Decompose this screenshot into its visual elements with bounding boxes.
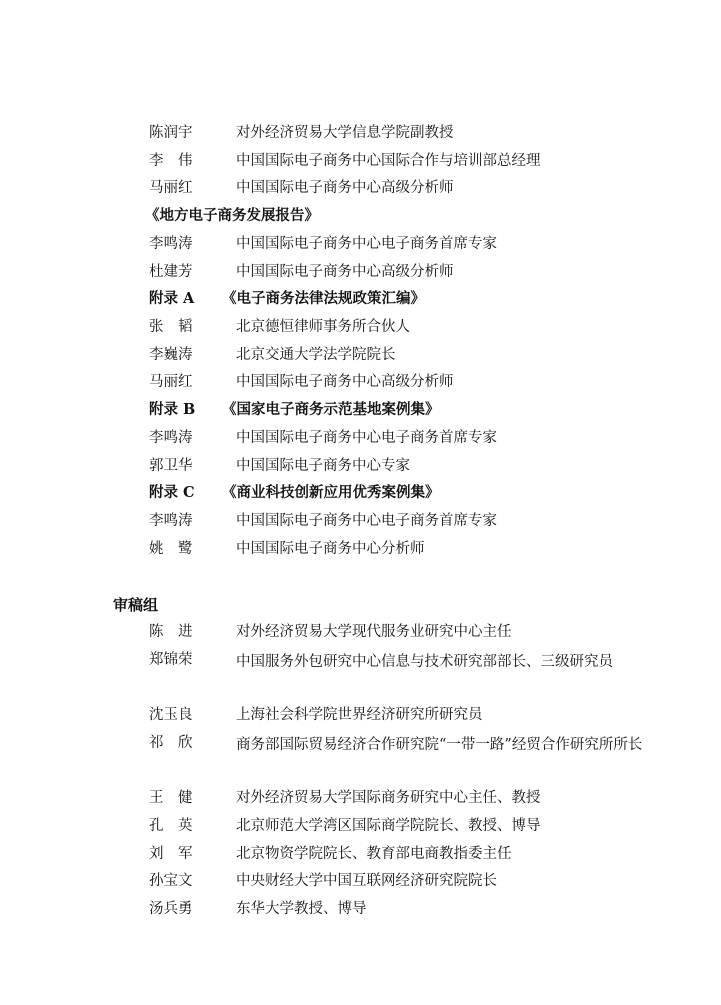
member-name: 杜建芳 bbox=[149, 264, 193, 280]
reviewer-name: 孙宝文 bbox=[149, 873, 193, 889]
appendix-label: 附录 B bbox=[149, 401, 196, 418]
member-title: 中国国际电子商务中心高级分析师 bbox=[236, 374, 454, 390]
member-name: 姚 鹭 bbox=[149, 541, 193, 557]
reviewer-name: 祁 欣 bbox=[149, 735, 193, 751]
member-name: 陈润宇 bbox=[149, 125, 193, 141]
member-title: 北京交通大学法学院院长 bbox=[236, 347, 396, 363]
reviewer-title: 东华大学教授、博导 bbox=[236, 901, 367, 917]
reviewer-title: 上海社会科学院世界经济研究所研究员 bbox=[236, 707, 483, 723]
member-title: 中国国际电子商务中心国际合作与培训部总经理 bbox=[236, 153, 541, 169]
appendix-b-heading bbox=[149, 400, 440, 420]
member-name: 马丽红 bbox=[149, 374, 193, 390]
member-title: 北京德恒律师事务所合伙人 bbox=[236, 319, 410, 335]
member-name: 张 韬 bbox=[149, 319, 193, 335]
reviewer-name: 刘 军 bbox=[149, 846, 193, 862]
reviewer-title: 商务部国际贸易经济合作研究院“一带一路”经贸合作研究所所长 bbox=[236, 737, 643, 753]
report-title: 《地方电子商务发展报告》 bbox=[145, 207, 319, 224]
appendix-title: 《国家电子商务示范基地案例集》 bbox=[222, 401, 440, 418]
reviewer-name: 孔 英 bbox=[149, 818, 193, 834]
reviewer-title: 对外经济贸易大学现代服务业研究中心主任 bbox=[236, 624, 512, 640]
member-name: 郭卫华 bbox=[149, 458, 193, 474]
reviewer-name: 沈玉良 bbox=[149, 707, 193, 723]
member-name: 李巍涛 bbox=[149, 347, 193, 363]
reviewer-title: 中国服务外包研究中心信息与技术研究部部长、三级研究员 bbox=[236, 654, 613, 670]
member-title: 中国国际电子商务中心专家 bbox=[236, 458, 410, 474]
reviewer-name: 汤兵勇 bbox=[149, 901, 193, 917]
member-title: 对外经济贸易大学信息学院副教授 bbox=[236, 125, 454, 141]
appendix-label: 附录 A bbox=[149, 290, 195, 307]
reviewer-name: 王 健 bbox=[149, 790, 193, 806]
member-name: 马丽红 bbox=[149, 180, 193, 196]
member-title: 中国国际电子商务中心电子商务首席专家 bbox=[236, 513, 497, 529]
appendix-c-heading bbox=[149, 483, 440, 503]
review-group-heading: 审稿组 bbox=[113, 596, 159, 614]
appendix-title: 《商业科技创新应用优秀案例集》 bbox=[222, 484, 440, 501]
reviewer-name: 陈 进 bbox=[149, 624, 193, 640]
member-name: 李鸣涛 bbox=[149, 430, 193, 446]
member-title: 中国国际电子商务中心电子商务首席专家 bbox=[236, 236, 497, 252]
reviewer-title: 中央财经大学中国互联网经济研究院院长 bbox=[236, 873, 497, 889]
member-name: 李鸣涛 bbox=[149, 236, 193, 252]
reviewer-name: 郑锦荣 bbox=[149, 652, 193, 668]
appendix-title: 《电子商务法律法规政策汇编》 bbox=[222, 290, 425, 307]
appendix-label: 附录 C bbox=[149, 484, 195, 501]
reviewer-title: 北京物资学院院长、教育部电商教指委主任 bbox=[236, 846, 512, 862]
member-title: 中国国际电子商务中心高级分析师 bbox=[236, 180, 454, 196]
member-title: 中国国际电子商务中心分析师 bbox=[236, 541, 425, 557]
reviewer-title: 对外经济贸易大学国际商务研究中心主任、教授 bbox=[236, 790, 541, 806]
appendix-a-heading bbox=[149, 289, 425, 309]
reviewer-title: 北京师范大学湾区国际商学院院长、教授、博导 bbox=[236, 818, 541, 834]
member-name: 李鸣涛 bbox=[149, 513, 193, 529]
member-name: 李 伟 bbox=[149, 153, 193, 169]
member-title: 中国国际电子商务中心电子商务首席专家 bbox=[236, 430, 497, 446]
member-title: 中国国际电子商务中心高级分析师 bbox=[236, 264, 454, 280]
